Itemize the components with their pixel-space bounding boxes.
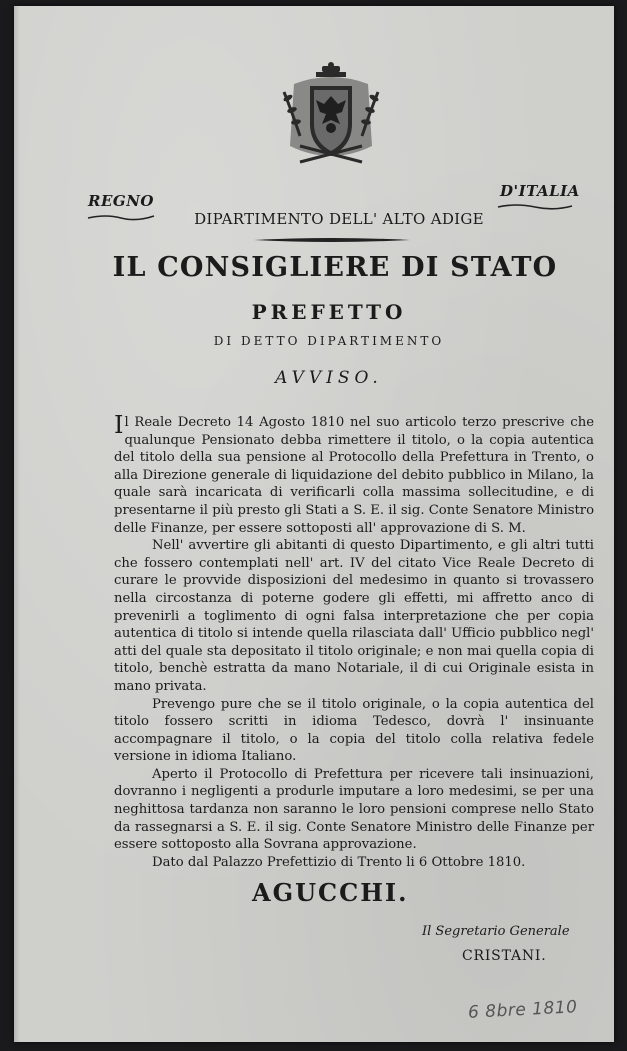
header-regno: REGNO [88,192,154,210]
avviso-heading: AVVISO. [275,368,383,388]
prefetto-heading: PREFETTO [251,300,407,324]
italia-swash-ornament [496,202,574,212]
signature-name: AGUCCHI. [252,878,409,907]
paragraph-5-date: Dato dal Palazzo Prefettizio di Trento li 6 Ottobre 1810. [152,854,526,870]
handwritten-annotation: 6 8bre 1810 [467,997,578,1023]
department-rule-ornament [252,236,412,244]
paper-edge-shadow [14,6,20,1042]
paragraph-4: Aperto il Protocollo di Prefettura per ricevere tali insinuazioni, dovranno i negligenti a produrle imputare a loro medesimi, se per una neghittosa tardanza non saranno le loro pensioni comprese nello Stato da rassegnarsi a S. E. il sig. Conte Senatore Ministro delle Finanze per essere sottoposto alla Sovrana approvazione. [114,766,594,853]
paragraph-1 [114,411,595,537]
header-italia: D'ITALIA [500,182,580,200]
subtitle-heading: DI DETTO DIPARTIMENTO [213,334,445,348]
notice-body [114,411,595,871]
paragraph-2: Nell' avvertire gli abitanti di questo Dipartimento, e gli altri tutti che fossero contemplati nell' art. IV del citato Vice Reale Decreto di curare le provvide disposizioni del medesimo in quanto si trovassero nella circostanza di poterne godere gli effetti, mi affretto anco di prevenirli a toglimento di ogni falsa interpretazione che per copia autentica di titolo si intende quella rilasciata dall' Ufficio pubblico negl' atti del quale sta depositato il titolo originale; e non mai quella copia di titolo, benchè estratta da mano Notariale, il di cui Originale esista in mano privata. [114,538,594,694]
paragraph-3: Prevengo pure che se il titolo originale, o la copia autentica del titolo fossero scritti in idioma Tedesco, dovrà l' insinuante accompagnare il titolo, o la copia del titolo colla relativa fedele versione in idioma Italiano. [114,696,594,765]
secretary-title: Il Segretario Generale [422,924,570,939]
drop-cap: I [114,411,124,439]
page-title: IL CONSIGLIERE DI STATO [112,252,558,283]
department-heading: DIPARTIMENTO DELL' ALTO ADIGE [194,210,484,228]
coat-of-arms-emblem [276,62,386,172]
regno-swash-ornament [86,212,156,222]
document-sheet [14,6,614,1042]
paragraph-1-text: l Reale Decreto 14 Agosto 1810 nel suo articolo terzo prescrive che qualunque Pensionato debba rimettere il titolo, o la copia autentica del titolo della sua pensione al Protocollo della Prefettura in Trento, o alla Direzione generale di liquidazione del debito pubblico in Milano, la quale sarà incaricata di verificarli colla massima sollecitudine, e di presentarne il più presto gli Stati a S. E. il sig. Conte Senatore Ministro delle Finanze, per essere sottoposti all' approvazione di S. M. [114,415,595,536]
secretary-name: CRISTANI. [462,948,547,964]
